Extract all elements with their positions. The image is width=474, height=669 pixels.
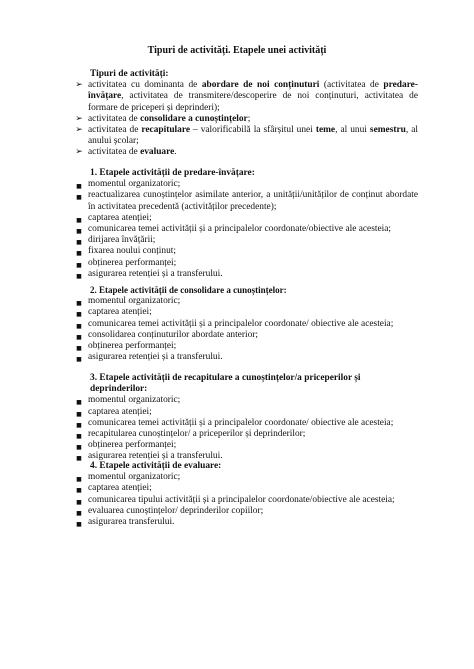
section-heading: 2. Etapele activității de consolidare a cunoștințelor: — [90, 285, 287, 295]
square-bullet-icon: ■ — [76, 345, 82, 353]
list-item: ■ captarea atenției; — [74, 407, 418, 418]
list-item: ■ obținerea performanței; — [74, 258, 418, 269]
square-bullet-icon: ■ — [76, 421, 82, 429]
list-item: ■ evaluarea cunoștințelor/ deprinderilor copiilor; — [74, 506, 418, 517]
section-evaluare — [74, 461, 418, 528]
list-item: ■ asigurarea transferului. — [74, 517, 418, 528]
arrow-bullet-icon: ➢ — [75, 80, 83, 91]
list-item: ■ asigurarea retenției și a transferului. — [74, 352, 418, 363]
arrow-bullet-icon: ➢ — [75, 147, 83, 158]
square-bullet-icon: ■ — [76, 250, 82, 258]
square-bullet-icon: ■ — [76, 521, 82, 529]
section-list — [74, 179, 418, 280]
types-heading: Tipuri de activități: — [90, 69, 169, 79]
list-item: ■ captarea atenției; — [74, 483, 418, 494]
square-bullet-icon: ■ — [76, 300, 82, 308]
types-item: ➢ activitatea de consolidare a cunoștințelor; — [75, 113, 251, 124]
list-item: ■ momentul organizatoric; — [74, 296, 418, 307]
arrow-bullet-icon: ➢ — [75, 113, 83, 124]
arrow-bullet-icon: ➢ — [75, 125, 83, 136]
document-title: Tipuri de activități. Etapele unei activități — [147, 45, 327, 56]
list-item: ■ momentul organizatoric; — [74, 472, 418, 483]
types-block — [74, 69, 418, 159]
square-bullet-icon: ■ — [76, 509, 82, 517]
types-list — [74, 80, 418, 158]
list-item: ■ obținerea performanței; — [74, 440, 418, 451]
square-bullet-icon: ■ — [76, 444, 82, 452]
square-bullet-icon: ■ — [76, 356, 82, 364]
section-predare-invatare — [74, 168, 418, 280]
square-bullet-icon: ■ — [76, 239, 82, 247]
list-item: ■ fixarea noului conținut; — [74, 246, 418, 257]
square-bullet-icon: ■ — [76, 476, 82, 484]
list-item: ■ reactualizarea cunoștințelor asimilate anterior, a unității/unităților de conținut abordate în activitatea precedentă (activităților precedente); — [74, 190, 418, 212]
list-item: ■ momentul organizatoric; — [74, 179, 418, 190]
square-bullet-icon: ■ — [76, 194, 82, 202]
list-item: ■ obținerea performanței; — [74, 341, 418, 352]
square-bullet-icon: ■ — [76, 228, 82, 236]
square-bullet-icon: ■ — [76, 261, 82, 269]
section-recapitulare — [74, 373, 418, 463]
types-item: ➢ activitatea de recapitulare – valorificabilă la sfârșitul unei teme, al unui semestru, al anului școlar; — [75, 125, 418, 147]
list-item: ■ asigurarea retenției și a transferului. — [74, 451, 418, 462]
list-item: ■ captarea atenției; — [74, 307, 418, 318]
section-heading: 4. Etapele activității de evaluare: — [90, 461, 222, 471]
square-bullet-icon: ■ — [76, 183, 82, 191]
types-item: ➢ activitatea cu dominanta de abordare de noi conținuturi (activitatea de predare-învățare, activitatea de transmitere/descoperire de noi conținuturi, activitatea de formare de priceperi și deprinderi); — [75, 80, 418, 113]
list-item: ■ consolidarea conținuturilor abordate anterior; — [74, 330, 418, 341]
square-bullet-icon: ■ — [76, 272, 82, 280]
square-bullet-icon: ■ — [76, 311, 82, 319]
list-item: ■ comunicarea tipului activității și a principalelor coordonate/obiective ale acesteia; — [74, 495, 418, 506]
square-bullet-icon: ■ — [76, 333, 82, 341]
square-bullet-icon: ■ — [76, 216, 82, 224]
list-item: ■ comunicarea temei activității și a principalelor coordonate/ obiective ale acesteia; — [74, 319, 418, 330]
list-item: ■ asigurarea retenției și a transferului. — [74, 269, 418, 280]
types-item: ➢ activitatea de evaluare. — [75, 147, 177, 158]
square-bullet-icon: ■ — [76, 433, 82, 441]
square-bullet-icon: ■ — [76, 498, 82, 506]
square-bullet-icon: ■ — [76, 487, 82, 495]
list-item: ■ comunicarea temei activității și a principalelor coordonate/obiective ale acesteia; — [74, 224, 418, 235]
section-heading: 3. Etapele activității de recapitulare a cunoștințelor/a priceperilor și deprinderilor: — [90, 373, 361, 395]
section-list — [74, 395, 418, 462]
section-consolidare — [74, 285, 418, 363]
square-bullet-icon: ■ — [76, 410, 82, 418]
list-item: ■ comunicarea temei activității și a principalelor coordonate/ obiective ale acesteia; — [74, 418, 418, 429]
list-item: ■ recapitularea cunoștințelor/ a priceperilor și deprinderilor; — [74, 429, 418, 440]
list-item: ■ momentul organizatoric; — [74, 395, 418, 406]
list-item: ■ captarea atenției; — [74, 213, 418, 224]
square-bullet-icon: ■ — [76, 399, 82, 407]
list-item: ■ dirijarea învățării; — [74, 235, 418, 246]
section-list — [74, 472, 418, 528]
square-bullet-icon: ■ — [76, 455, 82, 463]
section-heading: 1. Etapele activității de predare-învățare: — [90, 168, 255, 178]
square-bullet-icon: ■ — [76, 322, 82, 330]
section-list — [74, 296, 418, 363]
